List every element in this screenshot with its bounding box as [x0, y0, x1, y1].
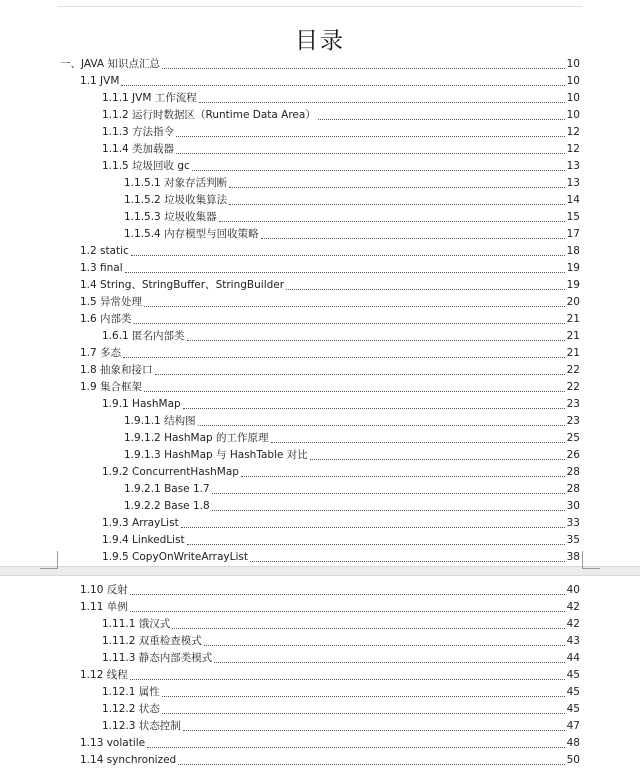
toc-dot-leader	[176, 152, 565, 154]
toc-entry-text: 1.9.1.3 HashMap 与 HashTable 对比	[124, 449, 308, 461]
toc-page-number: 22	[566, 381, 580, 393]
toc-page-number: 45	[566, 703, 580, 715]
toc-entry[interactable]	[102, 650, 580, 667]
toc-page-number: 43	[566, 635, 580, 647]
toc-entry-text: 1.9.2.1 Base 1.7	[124, 483, 210, 495]
toc-entry[interactable]	[102, 633, 580, 650]
toc-dot-leader	[187, 339, 565, 341]
crop-mark	[57, 551, 58, 569]
toc-dot-leader	[229, 203, 565, 205]
toc-entry-text: 1.9.3 ArrayList	[102, 517, 179, 529]
toc-dot-leader	[162, 712, 565, 714]
page-top-border	[58, 6, 582, 7]
toc-entry-text: 1.1.5.3 垃圾收集器	[124, 211, 217, 223]
toc-entry[interactable]	[102, 124, 580, 141]
toc-entry-text: 一、JAVA 知识点汇总	[60, 58, 160, 70]
toc-entry-text: 1.9.1.2 HashMap 的工作原理	[124, 432, 269, 444]
toc-entry-text: 1.3 final	[80, 262, 123, 274]
toc-page-number: 20	[566, 296, 580, 308]
toc-dot-leader	[183, 407, 565, 409]
toc-page-number: 44	[566, 652, 580, 664]
toc-page-number: 21	[566, 330, 580, 342]
toc-page-number: 22	[566, 364, 580, 376]
toc-entry[interactable]	[102, 616, 580, 633]
toc-entry-text: 1.5 异常处理	[80, 296, 143, 308]
toc-dot-leader	[144, 305, 565, 307]
toc-entry[interactable]	[102, 684, 580, 701]
toc-entry[interactable]	[80, 599, 580, 616]
toc-entry[interactable]	[124, 192, 580, 209]
toc-dot-leader	[172, 627, 564, 629]
toc-page-number: 50	[566, 754, 580, 766]
toc-entry-text: 1.1.5 垃圾回收 gc	[102, 160, 190, 172]
toc-dot-leader	[241, 475, 565, 477]
toc-page-number: 45	[566, 686, 580, 698]
toc-entry-text: 1.11 单例	[80, 601, 128, 613]
toc-dot-leader	[261, 237, 565, 239]
toc-entry-text: 1.12.1 属性	[102, 686, 160, 698]
toc-entry-text: 1.9.1.1 结构图	[124, 415, 196, 427]
toc-page-number: 23	[566, 415, 580, 427]
toc-title: 目录	[295, 28, 345, 54]
toc-entry[interactable]	[80, 243, 580, 260]
toc-dot-leader	[212, 509, 565, 511]
toc-entry-text: 1.7 多态	[80, 347, 122, 359]
toc-page-number: 12	[566, 143, 580, 155]
toc-page-number: 38	[566, 551, 580, 563]
toc-entry[interactable]	[124, 430, 580, 447]
toc-entry-text: 1.11.1 饿汉式	[102, 618, 171, 630]
toc-entry[interactable]	[124, 447, 580, 464]
toc-page-number: 17	[566, 228, 580, 240]
toc-dot-leader	[187, 543, 565, 545]
toc-page-number: 48	[566, 737, 580, 749]
toc-entry[interactable]	[102, 549, 580, 566]
toc-entry[interactable]	[102, 515, 580, 532]
toc-entry[interactable]	[124, 226, 580, 243]
toc-page-number: 14	[566, 194, 580, 206]
toc-dot-leader	[176, 135, 565, 137]
toc-entry-text: 1.11.3 静态内部类模式	[102, 652, 213, 664]
toc-entry-text: 1.1.1 JVM 工作流程	[102, 92, 197, 104]
toc-dot-leader	[125, 271, 565, 273]
toc-entry-text: 1.1.5.4 内存模型与回收策略	[124, 228, 259, 240]
toc-entry[interactable]	[80, 260, 580, 277]
toc-page-number: 15	[566, 211, 580, 223]
page-break	[0, 566, 640, 576]
toc-dot-leader	[198, 424, 565, 426]
toc-entry[interactable]	[80, 752, 580, 769]
toc-page-number: 30	[566, 500, 580, 512]
toc-page-number: 21	[566, 313, 580, 325]
toc-dot-leader	[178, 763, 564, 765]
toc-entry-text: 1.8 抽象和接口	[80, 364, 153, 376]
toc-entry[interactable]	[102, 141, 580, 158]
toc-entry[interactable]	[102, 90, 580, 107]
toc-entry[interactable]	[80, 73, 580, 90]
toc-entry[interactable]	[124, 498, 580, 515]
toc-entry[interactable]	[124, 413, 580, 430]
toc-entry-text: 1.1.4 类加载器	[102, 143, 175, 155]
toc-dot-leader	[130, 610, 565, 612]
toc-page-number: 40	[566, 584, 580, 596]
toc-page-number: 23	[566, 398, 580, 410]
toc-entry[interactable]	[80, 362, 580, 379]
toc-entry-text: 1.1.2 运行时数据区（Runtime Data Area）	[102, 109, 316, 121]
toc-entry-text: 1.9.2.2 Base 1.8	[124, 500, 210, 512]
toc-page-number: 10	[566, 109, 580, 121]
toc-page-number: 28	[566, 466, 580, 478]
toc-entry-text: 1.1.5.1 对象存活判断	[124, 177, 228, 189]
toc-entry-text: 1.9.2 ConcurrentHashMap	[102, 466, 239, 478]
toc-entry[interactable]	[80, 277, 580, 294]
toc-entry-text: 1.1.5.2 垃圾收集算法	[124, 194, 228, 206]
toc-entry-text: 1.12.3 状态控制	[102, 720, 181, 732]
toc-dot-leader	[318, 118, 565, 120]
toc-entry[interactable]	[102, 701, 580, 718]
toc-dot-leader	[219, 220, 565, 222]
toc-dot-leader	[181, 526, 565, 528]
toc-entry[interactable]	[102, 396, 580, 413]
toc-dot-leader	[121, 84, 564, 86]
toc-page-number: 28	[566, 483, 580, 495]
toc-dot-leader	[162, 67, 565, 69]
toc-entry-text: 1.10 反射	[80, 584, 128, 596]
toc-entry-text: 1.4 String、StringBuffer、StringBuilder	[80, 279, 285, 291]
toc-page-number: 10	[566, 92, 580, 104]
toc-page-number: 21	[566, 347, 580, 359]
toc-page-number: 45	[566, 669, 580, 681]
toc-entry-text: 1.12 线程	[80, 669, 128, 681]
toc-entry[interactable]	[102, 464, 580, 481]
toc-entry[interactable]	[80, 311, 580, 328]
toc-page-number: 19	[566, 262, 580, 274]
toc-dot-leader	[162, 695, 565, 697]
toc-dot-leader	[131, 254, 565, 256]
toc-entry-text: 1.12.2 状态	[102, 703, 160, 715]
toc-entry-text: 1.9.1 HashMap	[102, 398, 181, 410]
toc-entry[interactable]	[124, 175, 580, 192]
toc-entry-text: 1.2 static	[80, 245, 129, 257]
toc-entry-text: 1.9 集合框架	[80, 381, 143, 393]
toc-page-number: 42	[566, 618, 580, 630]
toc-dot-leader	[192, 169, 565, 171]
toc-page-number: 12	[566, 126, 580, 138]
toc-dot-leader	[229, 186, 565, 188]
toc-entry-text: 1.9.4 LinkedList	[102, 534, 185, 546]
crop-mark	[582, 568, 600, 569]
toc-page-number: 25	[566, 432, 580, 444]
toc-page-number: 47	[566, 720, 580, 732]
toc-dot-leader	[134, 322, 565, 324]
toc-page-number: 33	[566, 517, 580, 529]
toc-entry-text: 1.6 内部类	[80, 313, 132, 325]
toc-entry[interactable]	[80, 294, 580, 311]
toc-dot-leader	[271, 441, 565, 443]
toc-entry-text: 1.13 volatile	[80, 737, 146, 749]
toc-dot-leader	[147, 746, 565, 748]
toc-page-number: 35	[566, 534, 580, 546]
toc-entry-text: 1.9.5 CopyOnWriteArrayList	[102, 551, 248, 563]
toc-entry-text: 1.1.3 方法指令	[102, 126, 175, 138]
toc-entry-text: 1.1 JVM	[80, 75, 120, 87]
toc-page-number: 10	[566, 58, 580, 70]
toc-dot-leader	[130, 678, 565, 680]
toc-page-number: 13	[566, 177, 580, 189]
crop-mark	[40, 568, 58, 569]
crop-mark	[582, 551, 583, 569]
toc-dot-leader	[286, 288, 565, 290]
toc-entry-text: 1.11.2 双重检查模式	[102, 635, 202, 647]
toc-dot-leader	[183, 729, 565, 731]
toc-dot-leader	[250, 560, 565, 562]
toc-dot-leader	[204, 644, 565, 646]
toc-entry[interactable]	[80, 582, 580, 599]
toc-dot-leader	[123, 356, 565, 358]
toc-entry[interactable]	[124, 209, 580, 226]
toc-entry[interactable]	[60, 56, 580, 73]
toc-dot-leader	[199, 101, 565, 103]
toc-dot-leader	[310, 458, 565, 460]
toc-page-number: 13	[566, 160, 580, 172]
toc-dot-leader	[212, 492, 565, 494]
toc-page-number: 26	[566, 449, 580, 461]
toc-entry-text: 1.6.1 匿名内部类	[102, 330, 185, 342]
toc-page-number: 19	[566, 279, 580, 291]
toc-page-number: 10	[566, 75, 580, 87]
toc-page-number: 18	[566, 245, 580, 257]
toc-entry[interactable]	[102, 158, 580, 175]
toc-entry[interactable]	[102, 532, 580, 549]
toc-entry[interactable]	[102, 107, 580, 124]
toc-entry[interactable]	[80, 379, 580, 396]
toc-entry[interactable]	[80, 345, 580, 362]
toc-entry[interactable]	[102, 718, 580, 735]
toc-dot-leader	[214, 661, 564, 663]
toc-entry[interactable]	[102, 328, 580, 345]
toc-entry-text: 1.14 synchronized	[80, 754, 177, 766]
toc-entry[interactable]	[124, 481, 580, 498]
toc-dot-leader	[130, 593, 565, 595]
toc-entry[interactable]	[80, 667, 580, 684]
toc-dot-leader	[144, 390, 565, 392]
toc-entry[interactable]	[80, 735, 580, 752]
toc-page-number: 42	[566, 601, 580, 613]
toc-dot-leader	[155, 373, 565, 375]
